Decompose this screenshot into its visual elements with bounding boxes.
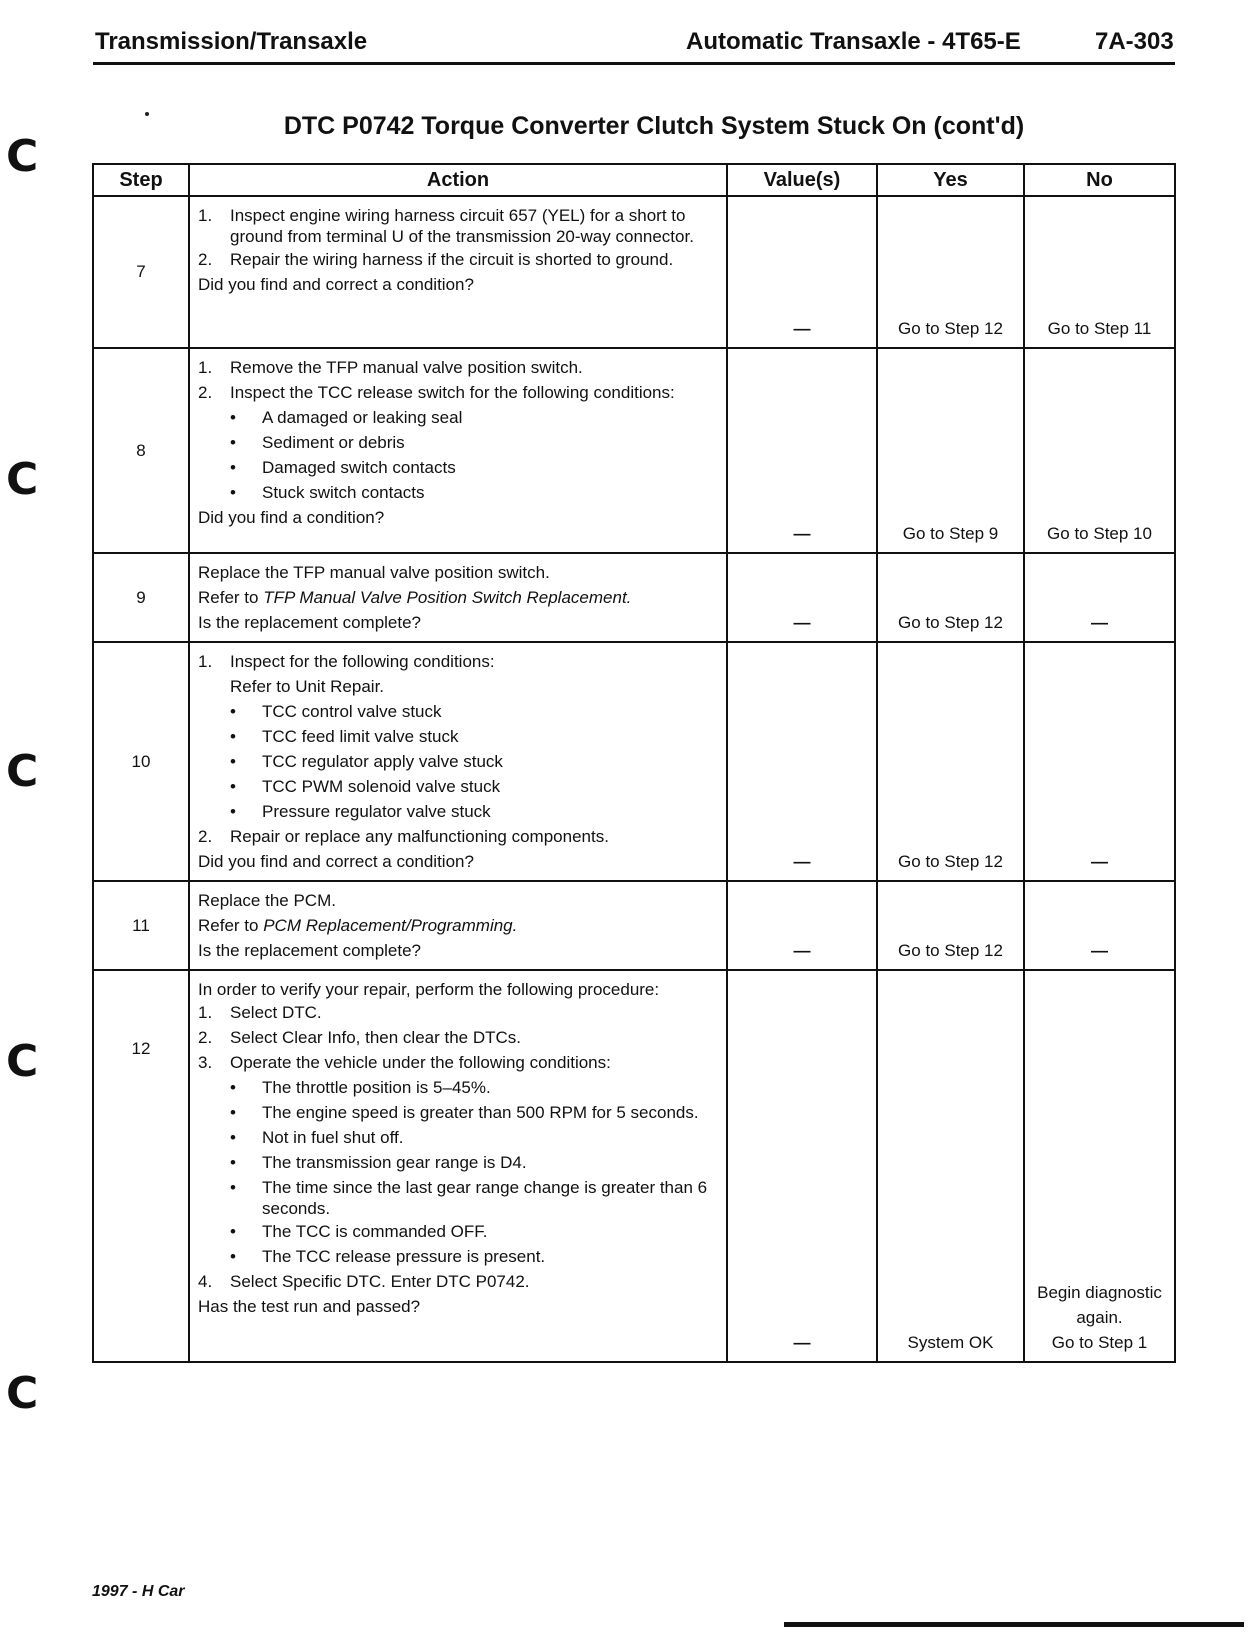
yes-cell: Go to Step 9 bbox=[877, 348, 1024, 553]
action-item: Remove the TFP manual valve position switch. bbox=[230, 358, 583, 377]
condition-bullet: A damaged or leaking seal bbox=[262, 408, 463, 427]
no-cell bbox=[1024, 970, 1175, 1362]
no-line: Go to Step 1 bbox=[1051, 1333, 1148, 1352]
condition-bullet: The engine speed is greater than 500 RPM for 5 seconds. bbox=[262, 1103, 699, 1122]
section-header: Transmission/Transaxle bbox=[95, 28, 368, 55]
binder-hole-mark: C bbox=[6, 746, 39, 797]
table-row bbox=[93, 970, 1175, 1362]
condition-bullet: TCC regulator apply valve stuck bbox=[262, 752, 503, 771]
condition-bullet: Stuck switch contacts bbox=[262, 483, 425, 502]
step-number: 12 bbox=[93, 970, 189, 1362]
binder-hole-mark: C bbox=[6, 454, 39, 505]
no-line: again. bbox=[1076, 1308, 1123, 1327]
action-cell: 1. Remove the TFP manual valve position switch. 2. Inspect the TCC release switch for the following conditions: • A damaged or leaking seal • Sediment or debris • Damaged switch contacts • Stuck switch contacts Did you find a condition? bbox=[189, 348, 727, 553]
refer-link[interactable]: PCM Replacement/Programming. bbox=[263, 916, 518, 935]
condition-bullet: The transmission gear range is D4. bbox=[262, 1153, 527, 1172]
step-number: 11 bbox=[93, 881, 189, 970]
action-question: Has the test run and passed? bbox=[198, 1297, 421, 1316]
item-number: 2. bbox=[198, 250, 213, 269]
page-footer: 1997 - H Car bbox=[92, 1583, 185, 1600]
action-question: Did you find a condition? bbox=[198, 508, 385, 527]
yes-cell: Go to Step 12 bbox=[877, 881, 1024, 970]
action-cell bbox=[189, 881, 727, 970]
table-header-row bbox=[93, 164, 1175, 196]
table-row bbox=[93, 642, 1175, 881]
item-number: 2. bbox=[198, 1028, 213, 1047]
refer-link[interactable]: TFP Manual Valve Position Switch Replacement. bbox=[263, 588, 632, 607]
table-row bbox=[93, 881, 1175, 970]
item-number: 1. bbox=[198, 1003, 213, 1022]
action-cell bbox=[189, 553, 727, 642]
yes-cell: System OK bbox=[877, 970, 1024, 1362]
condition-bullet: TCC PWM solenoid valve stuck bbox=[262, 777, 501, 796]
table-row bbox=[93, 553, 1175, 642]
diagnostic-table bbox=[92, 163, 1176, 1363]
item-number: 2. bbox=[198, 383, 213, 402]
step-number: 7 bbox=[93, 196, 189, 348]
condition-bullet: The TCC is commanded OFF. bbox=[262, 1222, 488, 1241]
value-cell: — bbox=[727, 553, 877, 642]
value-cell: — bbox=[727, 881, 877, 970]
condition-bullet: The throttle position is 5–45%. bbox=[262, 1078, 491, 1097]
col-header-step: Step bbox=[93, 164, 189, 196]
condition-bullet: Damaged switch contacts bbox=[262, 458, 456, 477]
page-number: 7A-303 bbox=[1095, 28, 1174, 55]
condition-bullet: Sediment or debris bbox=[262, 433, 405, 452]
item-number: 2. bbox=[198, 827, 213, 846]
page-title: DTC P0742 Torque Converter Clutch System Stuck On (cont'd) bbox=[283, 112, 1025, 140]
no-cell: — bbox=[1024, 881, 1175, 970]
col-header-no: No bbox=[1024, 164, 1175, 196]
condition-bullet: TCC control valve stuck bbox=[262, 702, 442, 721]
item-number: 3. bbox=[198, 1053, 213, 1072]
no-cell: — bbox=[1024, 642, 1175, 881]
action-question: Is the replacement complete? bbox=[198, 941, 422, 960]
table-row bbox=[93, 348, 1175, 553]
condition-bullet: Not in fuel shut off. bbox=[262, 1128, 404, 1147]
action-item: Inspect the TCC release switch for the following conditions: bbox=[230, 383, 675, 402]
no-cell: Go to Step 10 bbox=[1024, 348, 1175, 553]
step-number: 9 bbox=[93, 553, 189, 642]
action-line: Replace the PCM. bbox=[198, 891, 336, 910]
col-header-yes: Yes bbox=[877, 164, 1024, 196]
action-cell: 1. Inspect for the following conditions: Refer to Unit Repair. • TCC control valve stuck • TCC feed limit valve stuck • TCC regulator apply valve stuck • TCC PWM solenoid valve stuck • Pressure regulator valve stuck 2. Repair or replace any malfunctioning components. Did you find and correct a condition? bbox=[189, 642, 727, 881]
action-question: Did you find and correct a condition? bbox=[198, 275, 474, 294]
action-item: Select DTC. bbox=[230, 1003, 322, 1022]
value-cell: — bbox=[727, 970, 877, 1362]
refer-line: Refer to TFP Manual Valve Position Switch Replacement. bbox=[198, 588, 632, 607]
action-question: Is the replacement complete? bbox=[198, 613, 422, 632]
step-number: 8 bbox=[93, 348, 189, 553]
action-subline: Refer to Unit Repair. bbox=[230, 677, 385, 696]
action-item: Operate the vehicle under the following conditions: bbox=[230, 1053, 611, 1072]
action-item: Select Specific DTC. Enter DTC P0742. bbox=[230, 1272, 530, 1291]
action-cell bbox=[189, 196, 727, 348]
col-header-action: Action bbox=[189, 164, 727, 196]
no-cell: Go to Step 11 bbox=[1024, 196, 1175, 348]
value-cell: — bbox=[727, 348, 877, 553]
yes-cell: Go to Step 12 bbox=[877, 196, 1024, 348]
footer-rule bbox=[784, 1622, 1244, 1627]
item-number: 1. bbox=[198, 652, 213, 671]
value-cell: — bbox=[727, 196, 877, 348]
item-number: 4. bbox=[198, 1272, 213, 1291]
value-cell: — bbox=[727, 642, 877, 881]
action-item: Repair the wiring harness if the circuit is shorted to ground. bbox=[230, 250, 674, 269]
item-number: 1. bbox=[198, 358, 213, 377]
table-row bbox=[93, 196, 1175, 348]
action-item: Select Clear Info, then clear the DTCs. bbox=[230, 1028, 522, 1047]
binder-hole-mark: C bbox=[6, 131, 39, 182]
action-item: Repair or replace any malfunctioning components. bbox=[230, 827, 609, 846]
condition-bullet: The time since the last gear range change is greater than 6 seconds. bbox=[262, 1178, 708, 1218]
col-header-values: Value(s) bbox=[727, 164, 877, 196]
action-line: Replace the TFP manual valve position switch. bbox=[198, 563, 550, 582]
condition-bullet: Pressure regulator valve stuck bbox=[262, 802, 491, 821]
action-item: Inspect engine wiring harness circuit 657 (YEL) for a short to ground from terminal U of the transmission 20-way connector. bbox=[230, 206, 694, 246]
yes-cell: Go to Step 12 bbox=[877, 642, 1024, 881]
binder-hole-mark: C bbox=[6, 1368, 39, 1419]
step-number: 10 bbox=[93, 642, 189, 881]
no-cell: — bbox=[1024, 553, 1175, 642]
binder-hole-mark: C bbox=[6, 1036, 39, 1087]
header-rule bbox=[93, 62, 1175, 65]
action-intro: In order to verify your repair, perform the following procedure: bbox=[198, 980, 660, 999]
condition-bullet: TCC feed limit valve stuck bbox=[262, 727, 459, 746]
no-line: Begin diagnostic bbox=[1037, 1283, 1162, 1302]
action-cell: In order to verify your repair, perform the following procedure: 1. Select DTC. 2. Select Clear Info, then clear the DTCs. 3. Operate the vehicle under the following conditions: • The throttle position is 5–45%. • The engine speed is greater than 500 RPM for 5 seconds. • Not in fuel shut off. • The transmission gear range is D4. • The time since the last gear range change is greater than 6 seconds. • The TCC is commanded OFF. • The TCC release pressure is present. 4. Select Specific DTC. Enter DTC P0742. Has the test run and passed? bbox=[189, 970, 727, 1362]
action-item: Inspect for the following conditions: bbox=[230, 652, 495, 671]
item-number: 1. bbox=[198, 206, 213, 225]
condition-bullet: The TCC release pressure is present. bbox=[262, 1247, 546, 1266]
subsection-header: Automatic Transaxle - 4T65-E bbox=[686, 28, 1021, 55]
refer-line: Refer to PCM Replacement/Programming. bbox=[198, 916, 518, 935]
yes-cell: Go to Step 12 bbox=[877, 553, 1024, 642]
action-question: Did you find and correct a condition? bbox=[198, 852, 474, 871]
